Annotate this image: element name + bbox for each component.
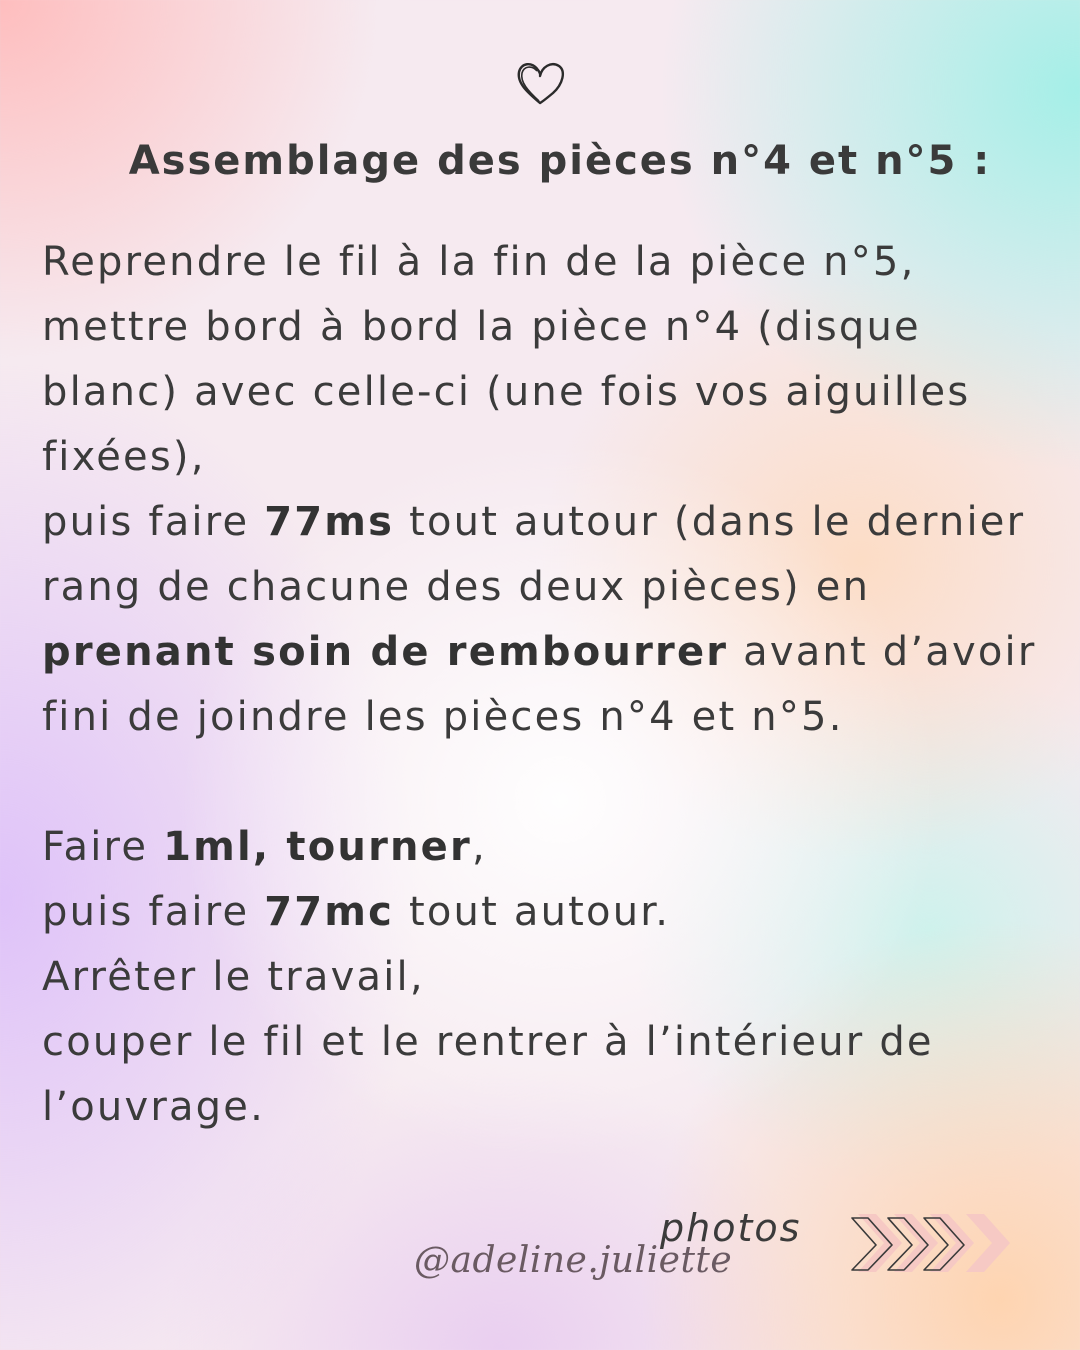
- text-line: Faire 1ml, tourner,: [42, 824, 487, 870]
- text-line: prenant soin de rembourrer avant d’avoir: [42, 629, 1037, 675]
- stitch-count-highlight: 77ms: [264, 499, 395, 545]
- emphasis-text: prenant soin de rembourrer: [42, 629, 729, 675]
- chevron-arrows-icon[interactable]: [848, 1212, 1012, 1274]
- text-line: rang de chacune des deux pièces) en: [42, 564, 871, 610]
- text-line: couper le fil et le rentrer à l’intérieur de: [42, 1019, 934, 1065]
- instructions-text: [42, 230, 1072, 1140]
- text-line: Arrêter le travail,: [42, 954, 425, 1000]
- photos-label[interactable]: photos: [660, 1206, 802, 1250]
- author-handle: @adeline.juliette: [414, 1240, 733, 1281]
- text-line: fini de joindre les pièces n°4 et n°5.: [42, 694, 844, 740]
- text-line: blanc) avec celle-ci (une fois vos aiguilles: [42, 369, 971, 415]
- text-line: Reprendre le fil à la fin de la pièce n°5,: [42, 239, 916, 285]
- emphasis-text: 1ml, tourner: [163, 824, 472, 870]
- heart-icon: [513, 56, 567, 110]
- text-line: l’ouvrage.: [42, 1084, 265, 1130]
- text-line: puis faire 77mc tout autour.: [42, 889, 671, 935]
- text-line: mettre bord à bord la pièce n°4 (disque: [42, 304, 921, 350]
- text-line: fixées),: [42, 434, 206, 480]
- text-line: puis faire 77ms tout autour (dans le dernier: [42, 499, 1026, 545]
- page-title: Assemblage des pièces n°4 et n°5 :: [128, 138, 992, 184]
- stitch-count-highlight: 77mc: [264, 889, 395, 935]
